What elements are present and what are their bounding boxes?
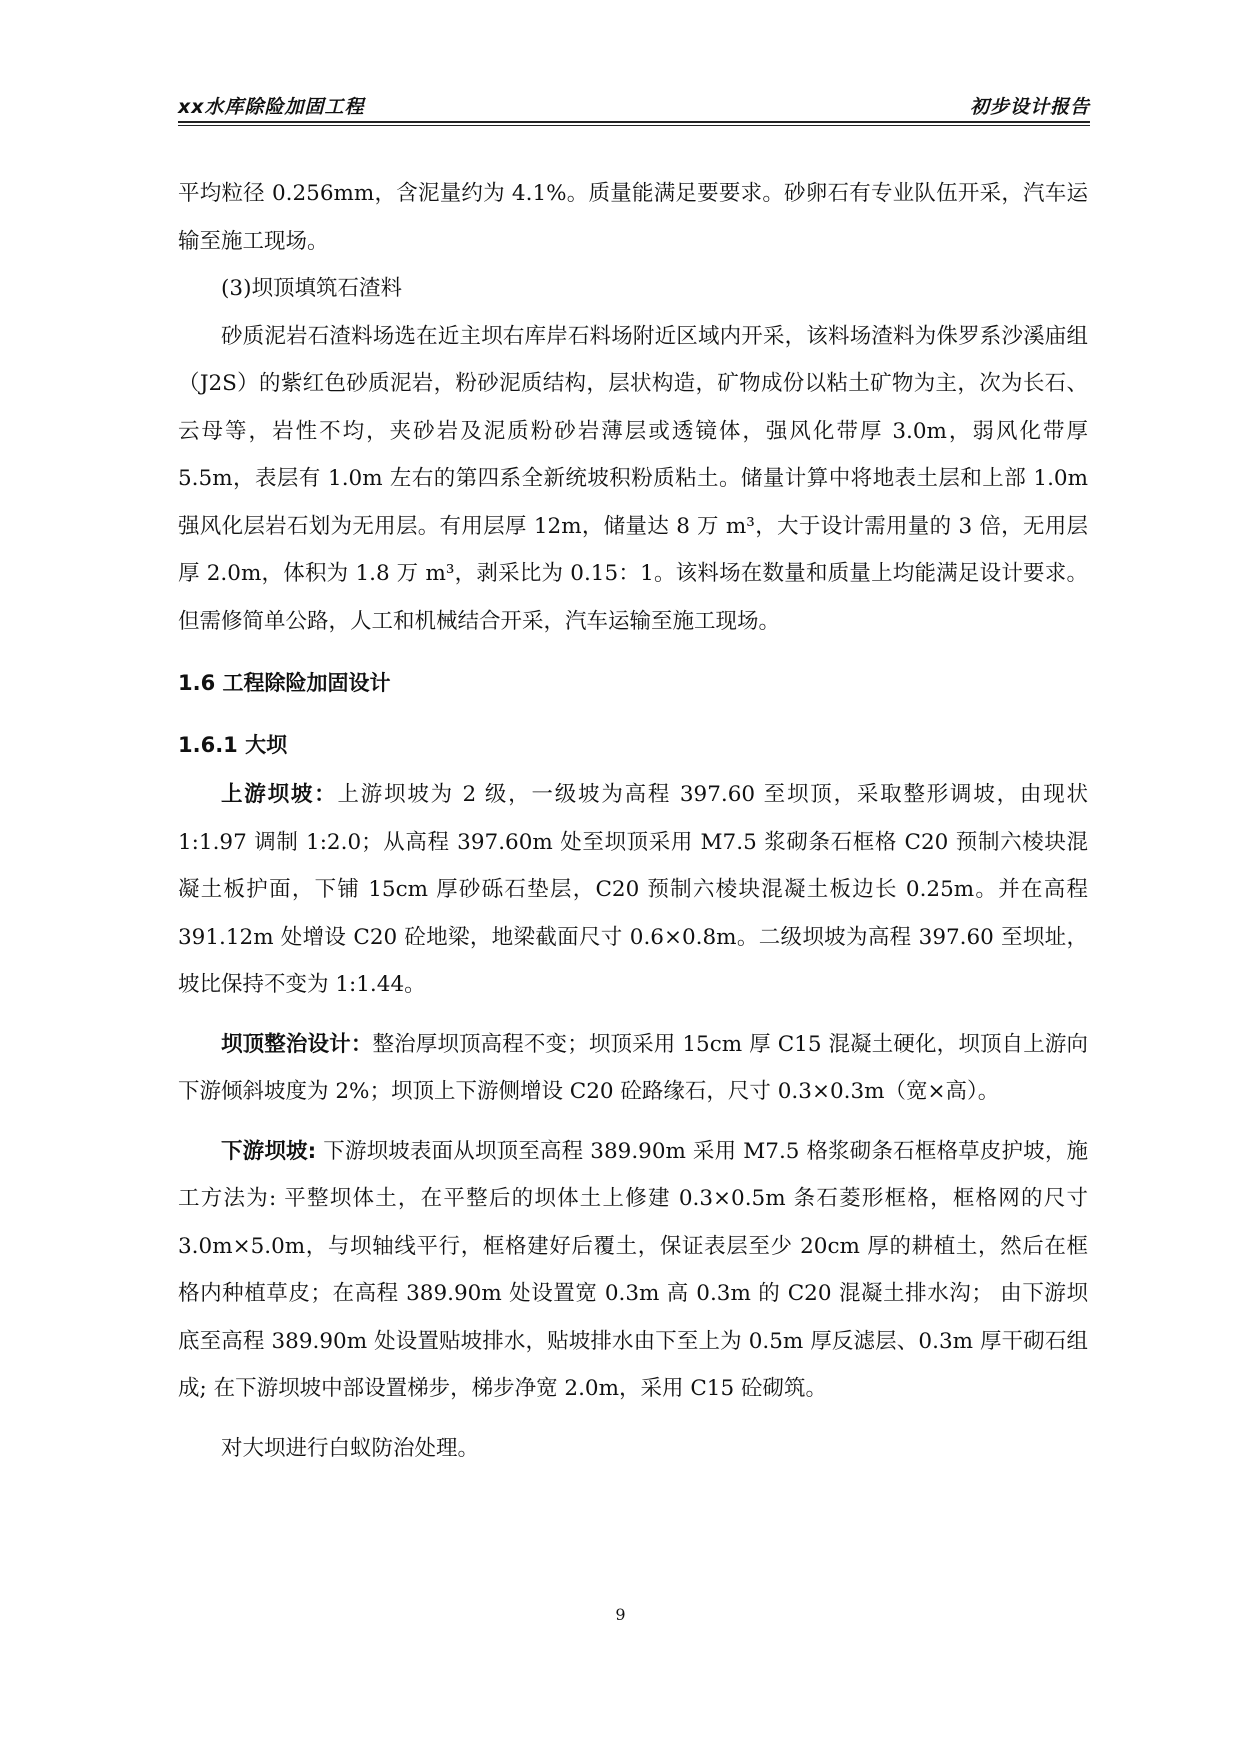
paragraph-crest-design bbox=[178, 1021, 1088, 1116]
section-heading-1-6-1: 1.6.1 大坝 bbox=[178, 733, 288, 757]
header-report-type: 初步设计报告 bbox=[969, 96, 1090, 118]
crest-design-text: 整治厚坝顶高程不变；坝顶采用 15cm 厚 C15 混凝土硬化，坝顶自上游向下游倾斜坡度为 2%；坝顶上下游侧增设 C20 砼路缘石，尺寸 0.3×0.3m（宽×高）。 bbox=[178, 1031, 1088, 1104]
subheading-crest-fill: (3)坝顶填筑石渣料 bbox=[221, 276, 402, 301]
paragraph-sand-gravel: 平均粒径 0.256mm，含泥量约为 4.1%。质量能满足要要求。砂卵石有专业队伍开采，汽车运输至施工现场。 bbox=[178, 181, 1088, 254]
paragraph-termite-control: 对大坝进行白蚁防治处理。 bbox=[221, 1435, 480, 1461]
header-project-title: xx水库除险加固工程 bbox=[178, 96, 365, 118]
page-header bbox=[178, 92, 1090, 118]
paragraph-stone-material: 砂质泥岩石渣料场选在近主坝右库岸石料场附近区域内开采，该料场渣料为侏罗系沙溪庙组（J2S）的紫红色砂质泥岩，粉砂泥质结构，层状构造，矿物成份以粘土矿物为主，次为长石、云母等，岩性不均，夹砂岩及泥质粉砂岩薄层或透镜体，强风化带厚 3.0m，弱风化带厚 5.5m，表层有 1.0m 左右的第四系全新统坡积粉质粘土。储量计算中将地表土层和上部 1.0m 强风化层岩石划为无用层。有用层厚 12m，储量达 8 万 m³，大于设计需用量的 3 倍，无用层厚 2.0m，体积为 1.8 万 m³，剥采比为 0.15：1。该料场在数量和质量上均能满足设计要求。但需修简单公路，人工和机械结合开采，汽车运输至施工现场。 bbox=[178, 323, 1088, 634]
page-content bbox=[178, 170, 1088, 1472]
downstream-slope-label: 下游坝坡: bbox=[221, 1138, 317, 1164]
upstream-slope-text: 上游坝坡为 2 级，一级坡为高程 397.60 至坝顶，采取整形调坡，由现状 1:1.97 调制 1:2.0；从高程 397.60m 处至坝顶采用 M7.5 浆砌条石框格 C20 预制六棱块混凝土板护面，下铺 15cm 厚砂砾石垫层，C20 预制六棱块混凝土板边长 0.25m。并在高程 391.12m 处增设 C20 砼地梁，地梁截面尺寸 0.6×0.8m。二级坝坡为高程 397.60 至坝址，坡比保持不变为 1:1.44。 bbox=[178, 782, 1088, 997]
downstream-slope-text: 下游坝坡表面从坝顶至高程 389.90m 采用 M7.5 格浆砌条石框格草皮护坡，施工方法为: 平整坝体土，在平整后的坝体土上修建 0.3×0.5m 条石菱形框格，框格网的尺寸 3.0m×5.0m，与坝轴线平行，框格建好后覆土，保证表层至少 20cm 厚的耕植土，然后在框格内种植草皮；在高程 389.90m 处设置宽 0.3m 高 0.3m 的 C20 混凝土排水沟； 由下游坝底至高程 389.90m 处设置贴坡排水，贴坡排水由下至上为 0.5m 厚反滤层、0.3m 厚干砌石组成; 在下游坝坡中部设置梯步，梯步净宽 2.0m，采用 C15 砼砌筑。 bbox=[178, 1138, 1088, 1401]
page-number: 9 bbox=[615, 1605, 626, 1624]
header-rule bbox=[178, 121, 1090, 126]
paragraph-downstream-slope bbox=[178, 1128, 1088, 1413]
upstream-slope-label: 上游坝坡： bbox=[221, 782, 338, 807]
crest-design-label: 坝顶整治设计： bbox=[221, 1031, 373, 1057]
section-heading-1-6: 1.6 工程除险加固设计 bbox=[178, 671, 391, 695]
paragraph-upstream-slope bbox=[178, 771, 1088, 1009]
